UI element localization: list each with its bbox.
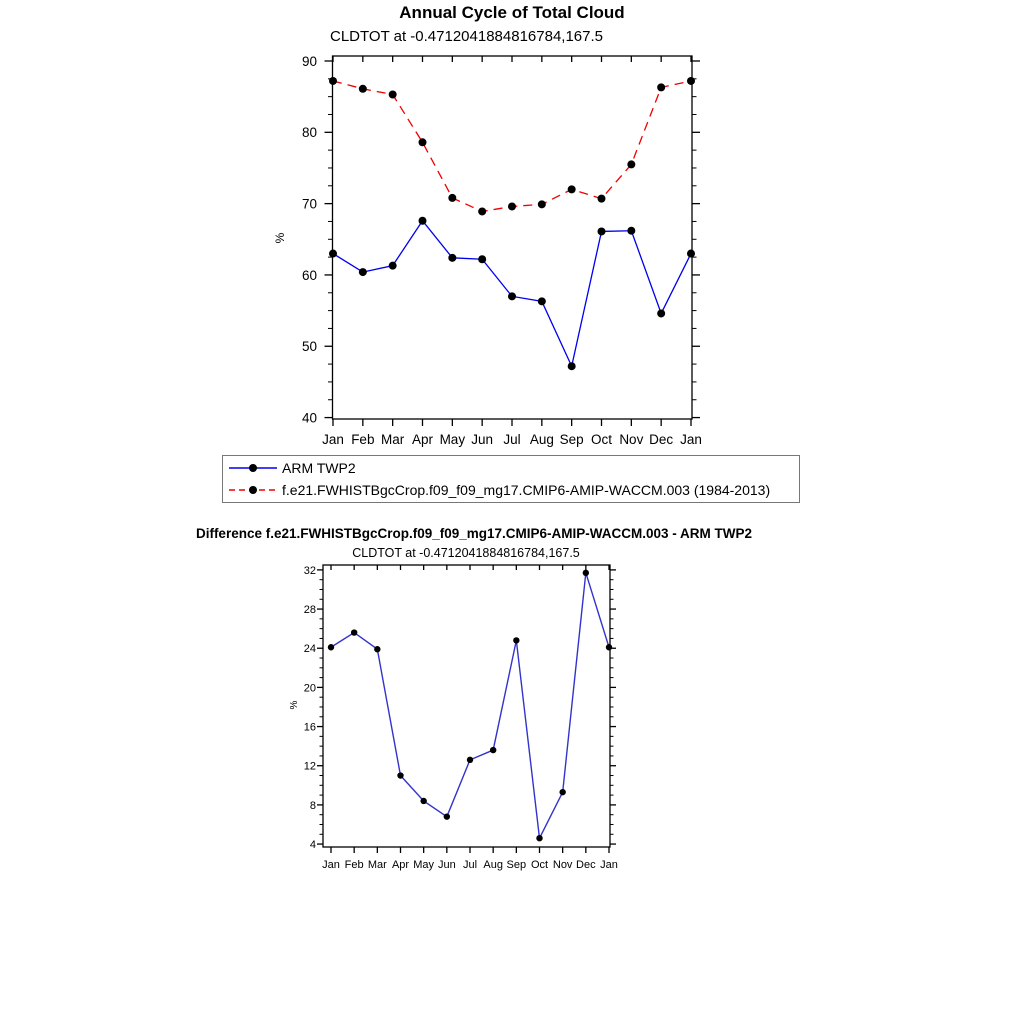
data-point [374,646,380,652]
x-tick-label: Dec [649,432,674,447]
y-tick-label: 28 [303,604,316,617]
y-axis-label: % [289,700,300,710]
data-point [490,747,496,753]
annual-cycle-plot [273,54,702,447]
x-tick-label: Jun [471,432,494,447]
data-point [568,185,576,193]
data-point [583,570,589,576]
y-tick-label: 70 [301,196,317,212]
data-point [448,194,456,202]
y-tick-label: 50 [301,339,317,355]
y-axis-label: % [273,232,287,244]
x-tick-label: Feb [351,432,375,447]
y-tick-label: 12 [303,760,316,773]
x-tick-label: Jan [600,859,618,871]
series-line [333,81,691,212]
data-point [513,637,519,643]
x-tick-label: Apr [391,859,410,871]
x-tick-label: Jul [462,859,478,871]
data-point [444,813,450,819]
data-point [467,757,473,763]
data-point [508,202,516,210]
data-point [448,254,456,262]
y-tick-label: 32 [303,564,316,577]
legend-item-model [228,479,799,501]
x-tick-label: Mar [367,859,387,871]
data-point [627,227,635,235]
data-point [568,362,576,370]
data-point [478,255,486,263]
data-point [329,250,337,258]
x-tick-label: Aug [529,432,554,447]
data-point [657,309,665,317]
data-point [687,250,695,258]
data-point [329,77,337,85]
data-point [627,160,635,168]
legend-line-sample-dashed [228,484,278,496]
legend-box [222,455,800,503]
data-point [397,772,403,778]
bottom-chart-title: Difference f.e21.FWHISTBgcCrop.f09_f09_mg17.CMIP6-AMIP-WACCM.003 - ARM TWP2 [195,526,753,541]
top-chart-title: Annual Cycle of Total Cloud [399,3,625,22]
y-tick-label: 60 [301,267,317,283]
y-tick-label: 40 [301,410,317,426]
data-point [359,85,367,93]
y-tick-label: 90 [301,53,317,69]
x-tick-label: May [439,432,466,447]
data-point [559,789,565,795]
data-point [328,644,334,650]
series-line [331,573,609,838]
x-tick-label: Nov [619,432,644,447]
legend-label-model: f.e21.FWHISTBgcCrop.f09_f09_mg17.CMIP6-AMIP-WACCM.003 (1984-2013) [282,482,771,498]
data-point [536,835,542,841]
x-tick-label: Apr [411,432,434,447]
difference-plot [289,565,618,871]
data-point [389,262,397,270]
y-tick-label: 4 [309,839,316,852]
data-point [598,227,606,235]
y-tick-label: 24 [303,643,316,656]
x-tick-label: Sep [559,432,584,447]
x-tick-label: Nov [552,859,573,871]
legend-item-arm-twp2 [228,457,799,479]
y-tick-label: 20 [303,682,316,695]
data-point [389,91,397,99]
data-point [598,195,606,203]
x-tick-label: Sep [506,859,527,871]
data-point [419,217,427,225]
data-point [478,207,486,215]
data-point [538,297,546,305]
x-tick-label: May [413,859,435,871]
data-point [351,629,357,635]
bottom-chart-subtitle: CLDTOT at -0.4712041884816784,167.5 [352,546,580,560]
x-tick-label: Jun [437,859,456,871]
data-point [420,798,426,804]
x-tick-label: Feb [344,859,364,871]
x-tick-label: Jan [322,859,340,871]
legend-line-sample-solid [228,462,278,474]
data-point [359,268,367,276]
x-tick-label: Aug [483,859,503,871]
y-tick-label: 80 [301,125,317,141]
x-tick-label: Dec [576,859,596,871]
y-tick-label: 8 [309,799,316,812]
plot-frame [333,56,693,419]
data-point [419,138,427,146]
x-tick-label: Jul [503,432,521,447]
data-point [657,83,665,91]
x-tick-label: Jan [322,432,344,447]
data-point [606,644,612,650]
x-tick-label: Oct [530,859,549,871]
top-chart-subtitle: CLDTOT at -0.4712041884816784,167.5 [330,28,603,45]
plot-frame [323,565,610,847]
y-tick-label: 16 [303,721,316,734]
data-point [538,200,546,208]
x-tick-label: Jan [680,432,702,447]
x-tick-label: Oct [590,432,613,447]
x-tick-label: Mar [381,432,405,447]
data-point [508,292,516,300]
legend-label-arm-twp2: ARM TWP2 [282,460,356,476]
data-point [687,77,695,85]
